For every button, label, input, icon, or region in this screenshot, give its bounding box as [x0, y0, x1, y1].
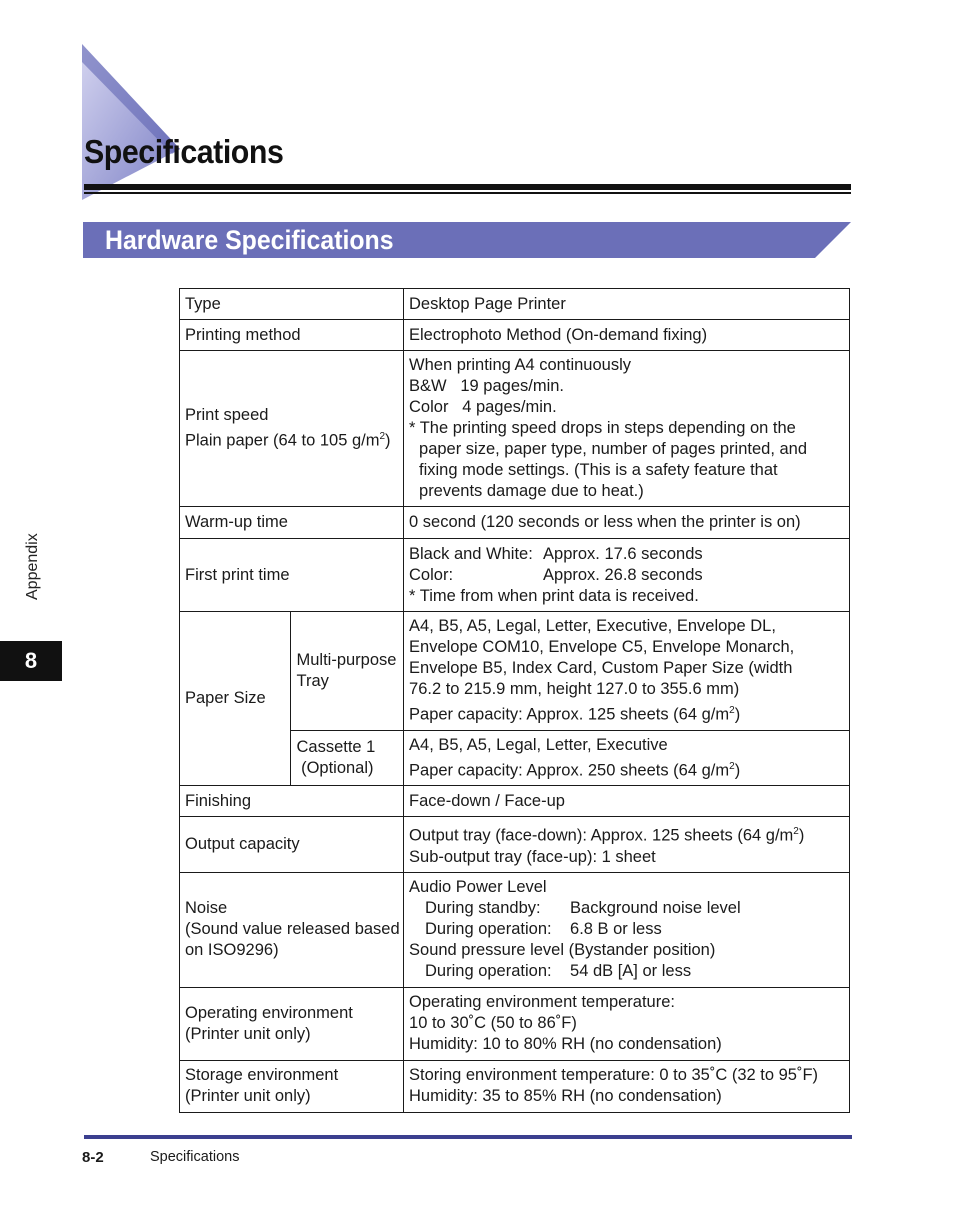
operating-env-line: 10 to 30˚C (50 to 86˚F) — [409, 1014, 577, 1032]
mp-tray-label: Multi-purpose — [296, 650, 397, 669]
table-row — [180, 872, 850, 987]
mp-tray-sizes: A4, B5, A5, Legal, Letter, Executive, Envelope DL, — [409, 617, 776, 635]
print-speed-bw: B&W 19 pages/min. — [409, 377, 565, 395]
cassette-capacity: Paper capacity: Approx. 250 sheets (64 $g/m^2$) — [409, 760, 741, 779]
operating-env-label: Operating environment — [185, 1003, 353, 1022]
row-label — [180, 507, 404, 539]
output-capacity-label: Output capacity — [185, 834, 300, 853]
first-print-bw: Black and White: Approx. 17.6 seconds — [409, 544, 703, 563]
row-label — [180, 786, 404, 817]
noise-label: (Sound value released based — [185, 920, 400, 938]
row-label — [180, 987, 404, 1060]
print-speed-note: fixing mode settings. (This is a safety feature that — [419, 461, 778, 479]
type-label: Type — [185, 294, 221, 313]
row-label — [180, 289, 404, 320]
noise-label: on ISO9296) — [185, 941, 279, 959]
print-speed-note: paper size, paper type, number of pages printed, and — [419, 440, 808, 458]
storage-env-label: Storage environment — [185, 1066, 339, 1084]
noise-label: Noise — [185, 899, 228, 917]
first-print-color: Color: Approx. 26.8 seconds — [409, 565, 703, 584]
sound-pressure-level: Sound pressure level (Bystander position) — [409, 941, 716, 959]
section-title: Hardware Specifications — [105, 225, 394, 255]
table-row — [180, 786, 850, 817]
table-row — [180, 817, 850, 873]
row-label — [180, 539, 404, 612]
mp-tray-sizes: Envelope B5, Index Card, Custom Paper Size (width — [409, 659, 793, 677]
row-value — [404, 289, 850, 320]
footer-page-number: 8-2 — [82, 1149, 104, 1166]
printing-method-label: Printing method — [185, 325, 301, 344]
finishing-value: Face-down / Face-up — [409, 791, 565, 810]
first-print-note: * Time from when print data is received. — [409, 586, 699, 605]
page-title: Specifications — [84, 133, 284, 170]
row-label — [180, 351, 404, 507]
row-value — [404, 730, 850, 786]
mp-tray-sizes: 76.2 to 215.9 mm, height 127.0 to 355.6 mm) — [409, 680, 740, 698]
row-value — [404, 786, 850, 817]
row-value — [404, 1060, 850, 1112]
storage-env-label: (Printer unit only) — [185, 1087, 311, 1105]
print-speed-note: prevents damage due to heat.) — [419, 482, 644, 500]
table-row — [180, 539, 850, 612]
print-speed-color: Color 4 pages/min. — [409, 398, 557, 416]
print-speed-label: Print speed — [185, 406, 269, 425]
operating-env-line: Humidity: 10 to 80% RH (no condensation) — [409, 1035, 722, 1053]
row-value — [404, 987, 850, 1060]
warmup-label: Warm-up time — [185, 513, 288, 531]
row-value — [404, 507, 850, 539]
chapter-tab: 8 — [0, 641, 62, 681]
cassette-label: (Optional) — [296, 758, 374, 777]
print-speed-paper-label: Plain paper (64 to 105 $g/m^2$) — [185, 431, 391, 450]
table-row — [180, 987, 850, 1060]
printing-method-value: Electrophoto Method (On-demand fixing) — [409, 325, 708, 344]
spec-table — [179, 288, 850, 1113]
cassette-label: Cassette 1 — [296, 737, 376, 756]
paper-size-label: Paper Size — [185, 689, 266, 707]
table-row — [180, 612, 850, 731]
footer-title: Specifications — [150, 1149, 240, 1165]
row-label — [180, 817, 404, 873]
title-rule-thin — [84, 192, 851, 194]
print-speed-note: * The printing speed drops in steps depending on the — [409, 419, 796, 437]
output-tray-line: Output tray (face-down): Approx. 125 sheets (64 $g/m^2$) — [409, 826, 805, 845]
table-row — [180, 1060, 850, 1112]
row-label — [180, 1060, 404, 1112]
type-value: Desktop Page Printer — [409, 294, 566, 313]
row-sublabel — [291, 612, 404, 731]
row-value — [404, 872, 850, 987]
row-label — [180, 320, 404, 351]
first-print-label: First print time — [185, 565, 290, 584]
table-row — [180, 351, 850, 507]
storage-env-line: Humidity: 35 to 85% RH (no condensation) — [409, 1087, 722, 1105]
mp-tray-label: Tray — [296, 671, 329, 690]
cassette-sizes: A4, B5, A5, Legal, Letter, Executive — [409, 735, 668, 754]
corner-triangle-decoration — [82, 44, 182, 204]
noise-standby: During standby: Background noise level — [425, 899, 741, 917]
sub-output-tray-line: Sub-output tray (face-up): 1 sheet — [409, 847, 656, 866]
mp-tray-capacity: Paper capacity: Approx. 125 sheets (64 $g/m^2$) — [409, 705, 741, 724]
operating-env-label: (Printer unit only) — [185, 1024, 311, 1043]
storage-env-line: Storing environment temperature: 0 to 35˚C (32 to 95˚F) — [409, 1066, 819, 1084]
operating-env-line: Operating environment temperature: — [409, 993, 675, 1011]
row-value — [404, 817, 850, 873]
row-label — [180, 872, 404, 987]
warmup-value: 0 second (120 seconds or less when the printer is on) — [409, 513, 801, 531]
table-row — [180, 289, 850, 320]
row-value — [404, 320, 850, 351]
finishing-label: Finishing — [185, 791, 252, 810]
side-chapter-label: Appendix — [24, 533, 41, 600]
table-row — [180, 320, 850, 351]
row-sublabel — [291, 730, 404, 786]
noise-operation: During operation: 6.8 B or less — [425, 920, 662, 938]
footer-rule — [84, 1135, 852, 1139]
audio-power-level: Audio Power Level — [409, 878, 547, 896]
title-rule — [84, 184, 851, 190]
row-value — [404, 539, 850, 612]
row-value — [404, 351, 850, 507]
row-label — [180, 612, 291, 786]
table-row — [180, 507, 850, 539]
mp-tray-sizes: Envelope COM10, Envelope C5, Envelope Monarch, — [409, 638, 795, 656]
spl-operation: During operation: 54 dB [A] or less — [425, 962, 692, 980]
print-speed-line: When printing A4 continuously — [409, 356, 631, 374]
row-value — [404, 612, 850, 731]
